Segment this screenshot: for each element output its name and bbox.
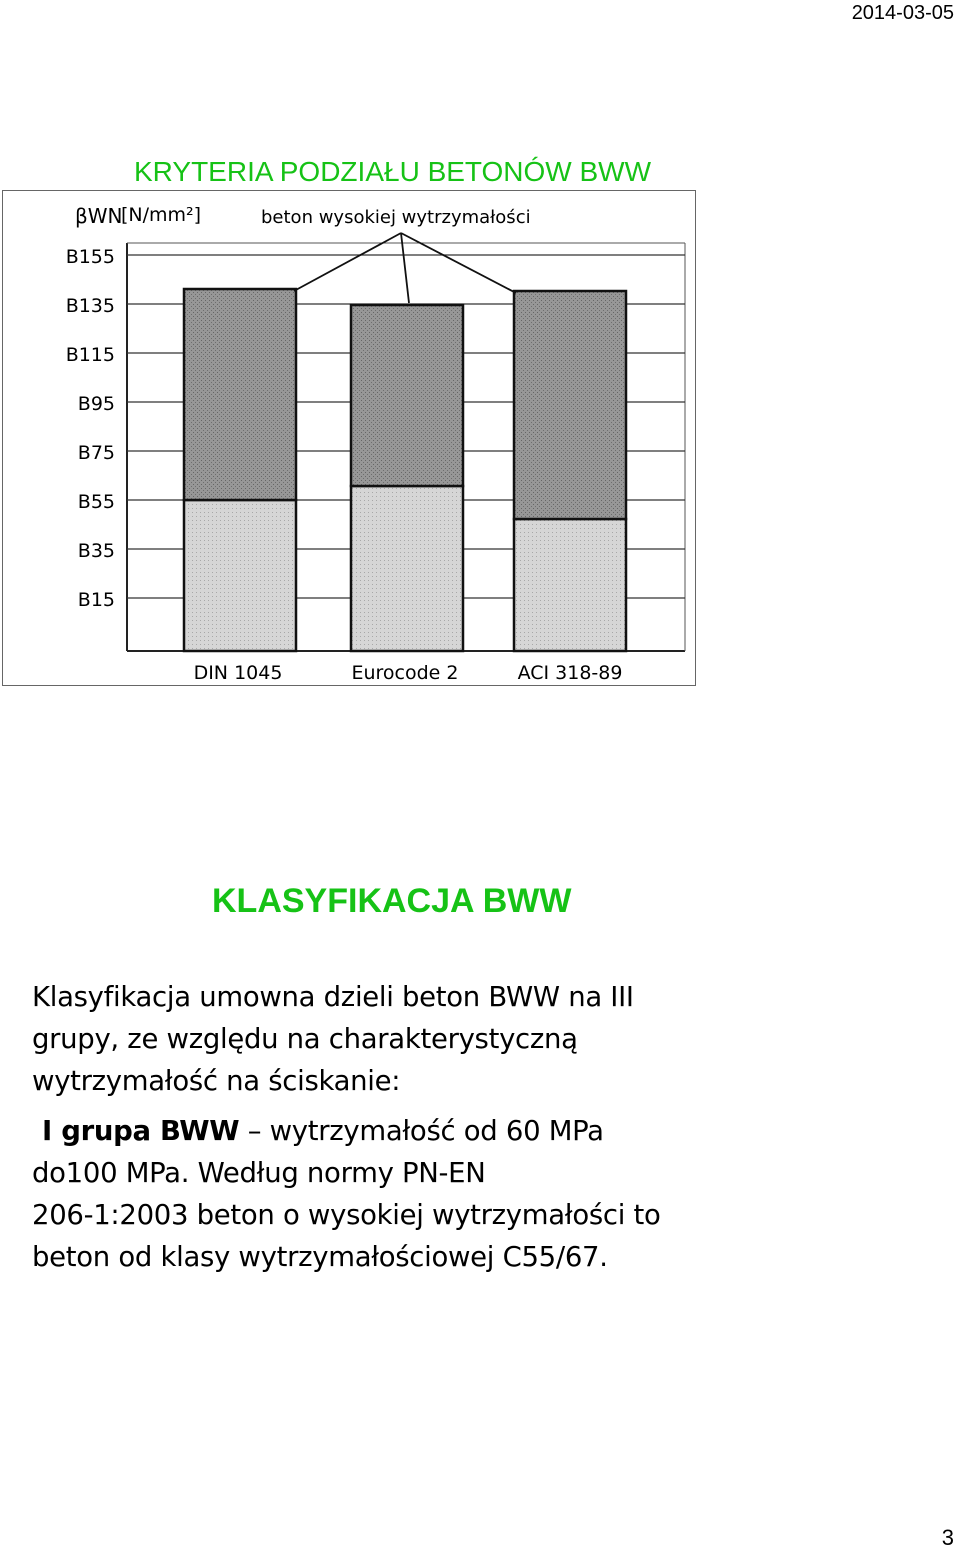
section-title-criteria: KRYTERIA PODZIAŁU BETONÓW BWW [134,156,652,187]
leader-line [401,233,516,293]
bar-lower-segment [184,500,296,651]
strength-class-chart [2,190,696,686]
page-number: 3 [941,1525,954,1550]
bar-upper-segment [514,291,626,519]
y-tick-label: B55 [77,491,115,513]
x-tick-label: DIN 1045 [193,662,283,684]
leader-line [294,233,401,291]
bars-layer [184,289,626,651]
y-axis-symbol: βWN [75,204,123,228]
text-line-2: grupy, ze względu na charakterystyczną [32,1023,578,1055]
y-axis-unit: [N/mm²] [121,204,202,226]
x-tick-labels [194,662,623,684]
group-description: – wytrzymałość od 60 MPa [239,1115,604,1147]
y-tick-label: B115 [65,344,115,366]
x-tick-label: ACI 318-89 [517,662,623,684]
y-tick-label: B155 [65,246,115,268]
text-line-7: beton od klasy wytrzymałościowej C55/67. [32,1241,608,1273]
section-title-classification: KLASYFIKACJA BWW [212,882,572,920]
text-line-5: do100 MPa. Według normy PN-EN [32,1157,486,1189]
text-line-3: wytrzymałość na ściskanie: [32,1065,401,1097]
chart-annotation: beton wysokiej wytrzymałości [261,207,531,228]
text-line-6: 206-1:2003 beton o wysokiej wytrzymałości to [32,1199,661,1231]
group-label: I grupa BWW [42,1115,240,1147]
x-tick-label: Eurocode 2 [351,662,459,684]
group-line [32,1110,732,1152]
bar-lower-segment [351,486,463,651]
text-line-1: Klasyfikacja umowna dzieli beton BWW na III [32,981,634,1013]
y-tick-label: B75 [77,442,115,464]
y-tick-label: B15 [77,589,115,611]
chart-svg [3,191,695,685]
bar-upper-segment [351,305,463,486]
bar-lower-segment [514,519,626,651]
bar-upper-segment [184,289,296,500]
y-tick-label: B95 [77,393,115,415]
header-date: 2014-03-05 [851,2,954,24]
y-tick-label: B135 [65,295,115,317]
y-tick-label: B35 [77,540,115,562]
classification-text [32,976,732,1278]
